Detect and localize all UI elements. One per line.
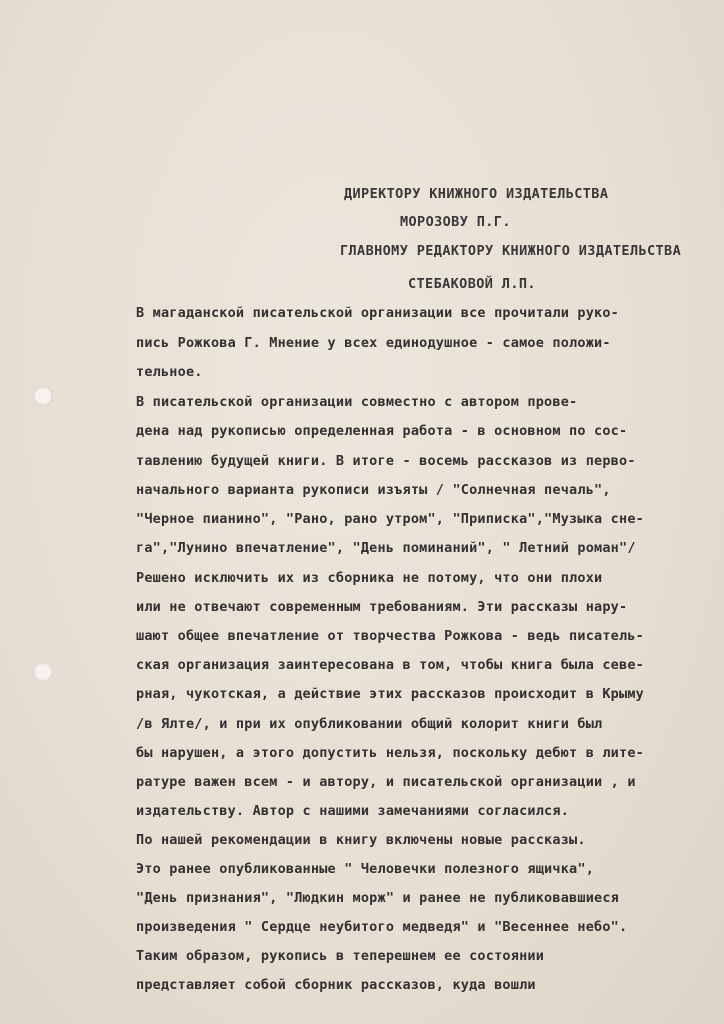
body-line: га","Лунино впечатление", "День поминаний", " Летний роман"/ bbox=[136, 540, 636, 556]
body-line: начального варианта рукописи изъяты / "Солнечная печаль", bbox=[136, 482, 611, 498]
body-line: пись Рожкова Г. Мнение у всех единодушное - самое положи- bbox=[136, 335, 611, 351]
body-line: рная, чукотская, а действие этих рассказов происходит в Крыму bbox=[136, 686, 644, 702]
body-line: В магаданской писательской организации все прочитали руко- bbox=[136, 305, 620, 321]
body-line: произведения " Сердце неубитого медведя" и "Весеннее небо". bbox=[136, 919, 628, 935]
body-line: Это ранее опубликованные " Человечки полезного ящичка", bbox=[136, 861, 595, 877]
body-line: или не отвечают современным требованиям. Эти рассказы нару- bbox=[136, 599, 628, 615]
body-line: ратуре важен всем - и автору, и писательской организации , и bbox=[136, 774, 636, 790]
body-line: дена над рукописью определенная работа - в основном по сос- bbox=[136, 423, 628, 439]
body-line: В писательской организации совместно с автором прове- bbox=[136, 394, 578, 410]
body-line: тельное. bbox=[136, 364, 203, 380]
addressee-line: ДИРЕКТОРУ КНИЖНОГО ИЗДАТЕЛЬСТВА bbox=[344, 186, 609, 202]
body-line: бы нарушен, а этого допустить нельзя, поскольку дебют в лите- bbox=[136, 745, 644, 761]
addressee-line: ГЛАВНОМУ РЕДАКТОРУ КНИЖНОГО ИЗДАТЕЛЬСТВА bbox=[340, 243, 682, 259]
addressee-line: МОРОЗОВУ П.Г. bbox=[400, 214, 511, 230]
body-line: /в Ялте/, и при их опубликовании общий колорит книги был bbox=[136, 716, 603, 732]
punch-hole bbox=[33, 662, 53, 682]
addressee-line: СТЕБАКОВОЙ Л.П. bbox=[408, 276, 536, 292]
body-line: Таким образом, рукопись в теперешнем ее состоянии bbox=[136, 948, 545, 964]
body-line: издательству. Автор с нашими замечаниями согласился. bbox=[136, 803, 570, 819]
body-line: тавлению будущей книги. В итоге - восемь рассказов из перво- bbox=[136, 453, 636, 469]
body-line: "День признания", "Людкин морж" и ранее не публиковавшиеся bbox=[136, 890, 620, 906]
body-line: ская организация заинтересована в том, чтобы книга была севе- bbox=[136, 657, 644, 673]
body-line: "Черное пианино", "Рано, рано утром", "Приписка","Музыка сне- bbox=[136, 511, 644, 527]
body-line: По нашей рекомендации в книгу включены новые рассказы. bbox=[136, 832, 586, 848]
body-line: шают общее впечатление от творчества Рожкова - ведь писатель- bbox=[136, 628, 644, 644]
body-line: представляет собой сборник рассказов, куда вошли bbox=[136, 977, 536, 993]
body-line: Решено исключить их из сборника не потому, что они плохи bbox=[136, 570, 603, 586]
punch-hole bbox=[33, 386, 53, 406]
